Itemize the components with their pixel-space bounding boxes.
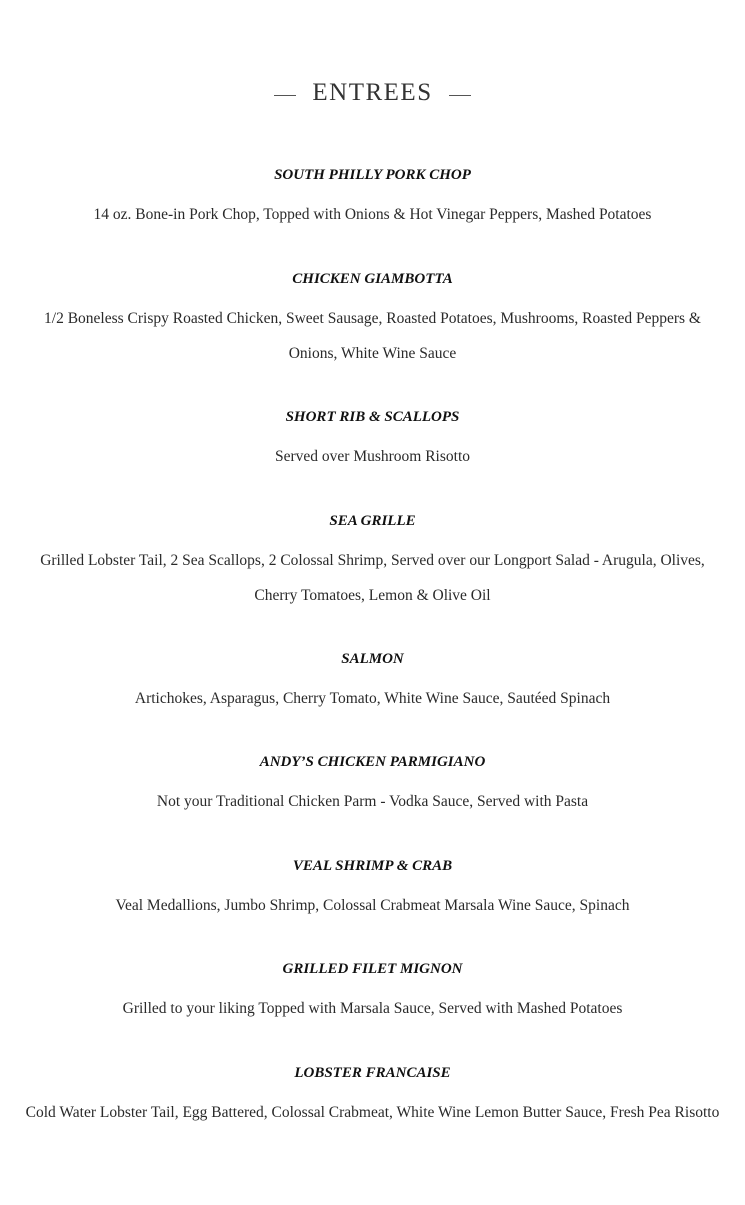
left-dash-divider	[274, 95, 296, 96]
menu-item-sea-grille	[22, 510, 723, 613]
menu-item-description: Not your Traditional Chicken Parm - Vodka Sauce, Served with Pasta	[156, 793, 589, 810]
menu-item-salmon	[22, 648, 723, 717]
menu-item-description: Served over Mushroom Risotto	[274, 448, 471, 465]
right-dash-divider	[449, 95, 471, 96]
menu-item-description: Grilled Lobster Tail, 2 Sea Scallops, 2 Colossal Shrimp, Served over our Longport Salad - Arugula, Olives, Cherry Tomatoes, Lemon & Olive Oil	[40, 552, 705, 604]
menu-item-description: 1/2 Boneless Crispy Roasted Chicken, Sweet Sausage, Roasted Potatoes, Mushrooms, Roasted Peppers & Onions, White Wine Sauce	[44, 310, 701, 362]
menu-item-name: GRILLED FILET MIGNON	[282, 961, 463, 977]
menu-item-description: Artichokes, Asparagus, Cherry Tomato, White Wine Sauce, Sautéed Spinach	[134, 690, 611, 707]
menu-item-chicken-parmigiano	[22, 751, 723, 820]
menu-item-description: 14 oz. Bone-in Pork Chop, Topped with Onions & Hot Vinegar Peppers, Mashed Potatoes	[93, 206, 652, 223]
menu-item-name: CHICKEN GIAMBOTTA	[292, 271, 453, 287]
menu-item-description: Grilled to your liking Topped with Marsala Sauce, Served with Mashed Potatoes	[122, 1000, 623, 1017]
menu-item-name: SHORT RIB & SCALLOPS	[285, 409, 460, 425]
section-title: ENTREES	[312, 79, 433, 106]
menu-item-veal-shrimp-crab	[22, 855, 723, 924]
menu-item-name: LOBSTER FRANCAISE	[294, 1065, 451, 1081]
menu-item-name: SALMON	[341, 651, 404, 667]
menu-item-short-rib-scallops	[22, 406, 723, 475]
menu-item-chicken-giambotta	[22, 268, 723, 371]
menu-item-name: VEAL SHRIMP & CRAB	[292, 858, 453, 874]
menu-item-lobster-francaise	[22, 1062, 723, 1131]
menu-item-description: Cold Water Lobster Tail, Egg Battered, Colossal Crabmeat, White Wine Lemon Butter Sauce, Fresh Pea Risotto	[25, 1104, 720, 1121]
menu-item-description: Veal Medallions, Jumbo Shrimp, Colossal Crabmeat Marsala Wine Sauce, Spinach	[115, 897, 630, 914]
menu-item-name: SOUTH PHILLY PORK CHOP	[274, 167, 471, 183]
menu-item-name: SEA GRILLE	[329, 513, 416, 529]
menu-item-filet-mignon	[22, 958, 723, 1027]
menu-item-pork-chop	[22, 164, 723, 233]
menu-item-name: ANDY’S CHICKEN PARMIGIANO	[259, 754, 486, 770]
section-header	[0, 78, 745, 108]
